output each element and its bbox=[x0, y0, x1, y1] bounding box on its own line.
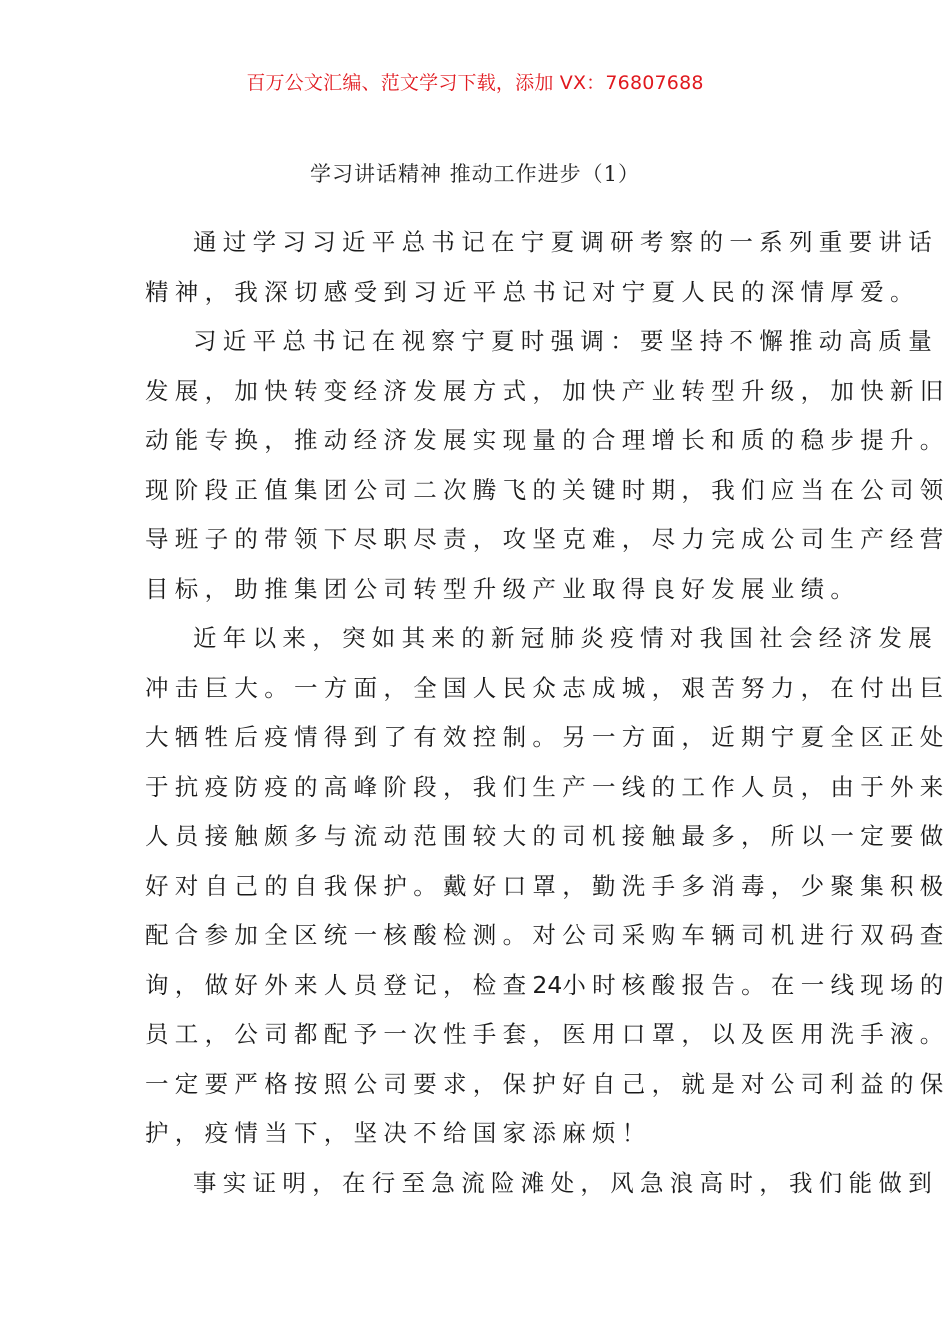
paragraph-3-line-4: 于抗疫防疫的高峰阶段，我们生产一线的工作人员，由于外来 bbox=[145, 772, 950, 801]
paragraph-4-line-1: 事实证明，在行至急流险滩处，风急浪高时，我们能做到 bbox=[193, 1168, 938, 1197]
paragraph-2-line-2: 发展，加快转变经济发展方式，加快产业转型升级，加快新旧 bbox=[145, 376, 950, 405]
paragraph-1-line-1: 通过学习习近平总书记在宁夏调研考察的一系列重要讲话 bbox=[193, 228, 938, 256]
paragraph-3-line-6: 好对自己的自我保护。戴好口罩，勤洗手多消毒，少聚集积极 bbox=[145, 871, 950, 900]
paragraph-2-line-6: 目标，助推集团公司转型升级产业取得良好发展业绩。 bbox=[145, 574, 861, 603]
paragraph-2-line-1: 习近平总书记在视察宁夏时强调：要坚持不懈推动高质量 bbox=[193, 327, 938, 355]
document-title: 学习讲话精神 推动工作进步（1） bbox=[309, 162, 641, 186]
paragraph-2-line-4: 现阶段正值集团公司二次腾飞的关键时期，我们应当在公司领 bbox=[145, 475, 950, 504]
paragraph-2-line-3: 动能专换，推动经济发展实现量的合理增长和质的稳步提升。 bbox=[145, 426, 950, 454]
paragraph-2-line-5: 导班子的带领下尽职尽责，攻坚克难，尽力完成公司生产经营 bbox=[145, 525, 950, 553]
paragraph-3-line-2: 冲击巨大。一方面，全国人民众志成城，艰苦努力，在付出巨 bbox=[145, 673, 950, 702]
paragraph-3-line-11: 护，疫情当下，坚决不给国家添麻烦！ bbox=[145, 1119, 652, 1147]
document-body bbox=[145, 218, 950, 1208]
watermark-banner: 百万公文汇编、范文学习下载，添加 VX：76807688 bbox=[246, 72, 704, 94]
paragraph-1-line-2: 精神，我深切感受到习近平总书记对宁夏人民的深情厚爱。 bbox=[145, 277, 920, 306]
paragraph-3-line-7: 配合参加全区统一核酸检测。对公司采购车辆司机进行双码查 bbox=[145, 921, 950, 949]
paragraph-3-line-1: 近年以来，突如其来的新冠肺炎疫情对我国社会经济发展 bbox=[193, 624, 938, 652]
line-text-post: 小时核酸报告。在一线现场的 bbox=[562, 970, 950, 999]
paragraph-3-line-8 bbox=[145, 961, 950, 1011]
paragraph-3-line-10: 一定要严格按照公司要求，保护好自己，就是对公司利益的保 bbox=[145, 1069, 950, 1098]
paragraph-3-line-3: 大牺牲后疫情得到了有效控制。另一方面，近期宁夏全区正处 bbox=[145, 723, 950, 751]
paragraph-3-line-5: 人员接触颇多与流动范围较大的司机接触最多，所以一定要做 bbox=[145, 822, 950, 850]
line-text-pre: 询，做好外来人员登记，检查 bbox=[145, 970, 533, 999]
hours-number: 24 bbox=[532, 970, 563, 999]
paragraph-3-line-9: 员工，公司都配予一次性手套，医用口罩，以及医用洗手液。 bbox=[145, 1020, 950, 1048]
